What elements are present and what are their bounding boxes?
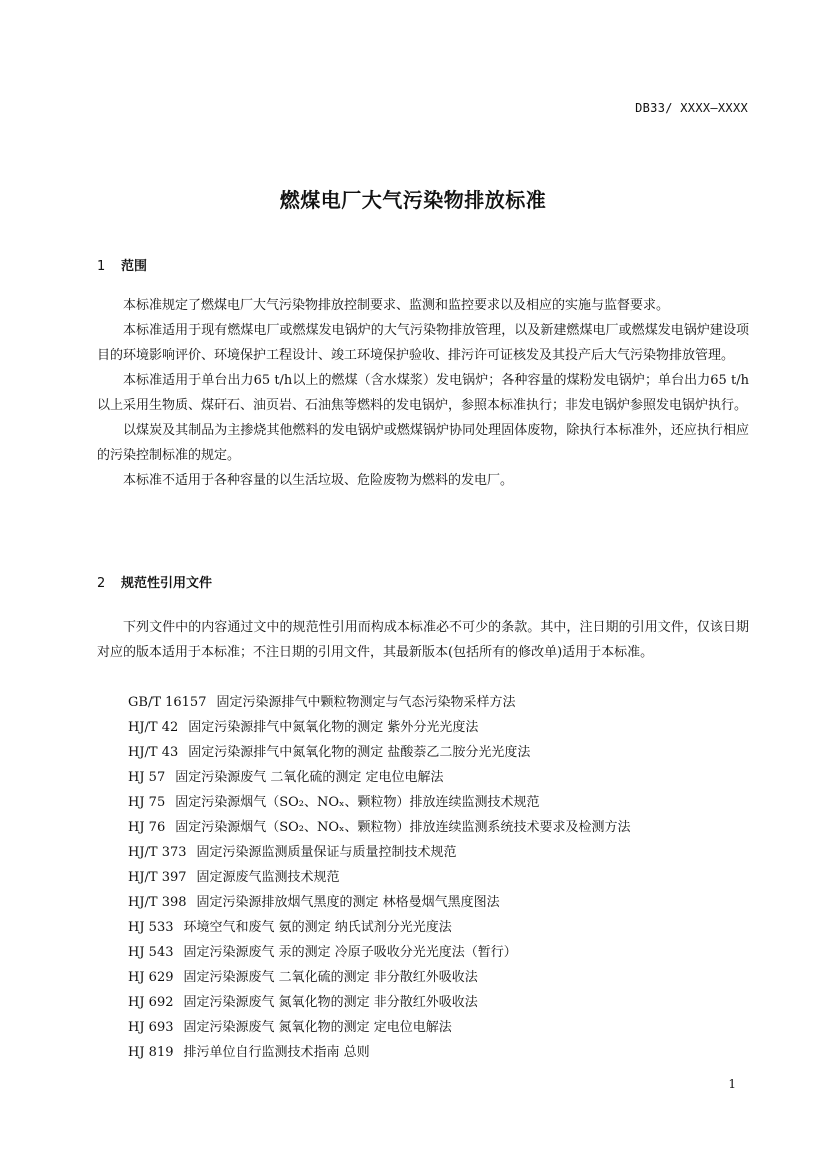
reference-code: HJ 692 [128,995,174,1010]
document-code: DB33/ XXXX—XXXX [635,101,748,115]
section-heading-references [97,572,212,591]
reference-item [128,840,748,865]
section-title: 范围 [121,259,148,274]
reference-code: HJ 76 [128,820,166,835]
paragraph: 本标准不适用于各种容量的以生活垃圾、危险废物为燃料的发电厂。 [123,473,514,488]
reference-code: HJ 57 [128,770,166,785]
reference-code: HJ 819 [128,1045,174,1060]
reference-code: GB/T 16157 [128,695,207,710]
reference-title: 固定污染源监测质量保证与质量控制技术规范 [196,845,457,860]
reference-item [128,765,748,790]
reference-code: HJ 75 [128,795,166,810]
reference-item [128,990,748,1015]
reference-title: 排污单位自行监测技术指南 总则 [183,1045,370,1060]
reference-code: HJ/T 42 [128,720,179,735]
paragraph: 以煤炭及其制品为主掺烧其他燃料的发电锅炉或燃煤锅炉协同处理固体废物，除执行本标准外，还应执行相应的污染控制标准的规定。 [97,423,749,463]
section-number: 1 [97,259,106,274]
reference-code: HJ 533 [128,920,174,935]
reference-item [128,740,748,765]
reference-title: 固定污染源废气 二氧化硫的测定 定电位电解法 [175,770,444,785]
reference-list [128,690,748,1065]
section-title: 规范性引用文件 [121,576,213,591]
reference-item [128,690,748,715]
reference-item [128,915,748,940]
section-number: 2 [97,576,106,591]
reference-title: 固定源废气监测技术规范 [196,870,340,885]
reference-title: 固定污染源废气 氮氧化物的测定 定电位电解法 [183,1020,452,1035]
reference-item [128,890,748,915]
reference-title: 固定污染源废气 汞的测定 冷原子吸收分光光度法（暂行） [183,945,517,960]
reference-title: 环境空气和废气 氨的测定 纳氏试剂分光光度法 [183,920,452,935]
paragraph: 本标准适用于单台出力65 t/h以上的燃煤（含水煤浆）发电锅炉；各种容量的煤粉发电锅炉；单台出力65 t/h以上采用生物质、煤矸石、油页岩、石油焦等燃料的发电锅炉，参照本标准执行；非发电锅炉参照发电锅炉执行。 [97,373,749,413]
page-title: 燃煤电厂大气污染物排放标准 [279,188,547,212]
reference-title: 固定污染源排气中氮氧化物的测定 紫外分光光度法 [188,720,479,735]
reference-code: HJ/T 373 [128,845,187,860]
reference-item [128,1040,748,1065]
section-body-scope [97,293,749,493]
reference-title: 固定污染源烟气（SO₂、NOₓ、颗粒物）排放连续监测技术规范 [175,795,540,810]
page-number: 1 [728,1077,736,1091]
reference-code: HJ 543 [128,945,174,960]
reference-code: HJ/T 43 [128,745,179,760]
reference-title: 固定污染源废气 二氧化硫的测定 非分散红外吸收法 [183,970,478,985]
reference-title: 固定污染源烟气（SO₂、NOₓ、颗粒物）排放连续监测系统技术要求及检测方法 [175,820,631,835]
reference-code: HJ/T 398 [128,895,187,910]
reference-item [128,940,748,965]
reference-title: 固定污染源排气中颗粒物测定与气态污染物采样方法 [216,695,516,710]
reference-title: 固定污染源废气 氮氧化物的测定 非分散红外吸收法 [183,995,478,1010]
reference-code: HJ/T 397 [128,870,187,885]
reference-item [128,1015,748,1040]
reference-item [128,865,748,890]
section-body-references [97,615,749,665]
reference-item [128,815,748,840]
reference-code: HJ 629 [128,970,174,985]
paragraph: 本标准规定了燃煤电厂大气污染物排放控制要求、监测和监控要求以及相应的实施与监督要求。 [123,298,670,313]
reference-item [128,715,748,740]
reference-title: 固定污染源排放烟气黑度的测定 林格曼烟气黑度图法 [196,895,500,910]
reference-title: 固定污染源排气中氮氧化物的测定 盐酸萘乙二胺分光光度法 [188,745,531,760]
reference-code: HJ 693 [128,1020,174,1035]
paragraph: 本标准适用于现有燃煤电厂或燃煤发电锅炉的大气污染物排放管理，以及新建燃煤电厂或燃煤发电锅炉建设项目的环境影响评价、环境保护工程设计、竣工环境保护验收、排污许可证核发及其投产后大气污染物排放管理。 [97,323,749,363]
reference-item [128,965,748,990]
section-heading-scope [97,255,147,274]
paragraph: 下列文件中的内容通过文中的规范性引用而构成本标准必不可少的条款。其中，注日期的引用文件，仅该日期对应的版本适用于本标准；不注日期的引用文件，其最新版本(包括所有的修改单)适用于本标准。 [97,620,749,660]
reference-item [128,790,748,815]
